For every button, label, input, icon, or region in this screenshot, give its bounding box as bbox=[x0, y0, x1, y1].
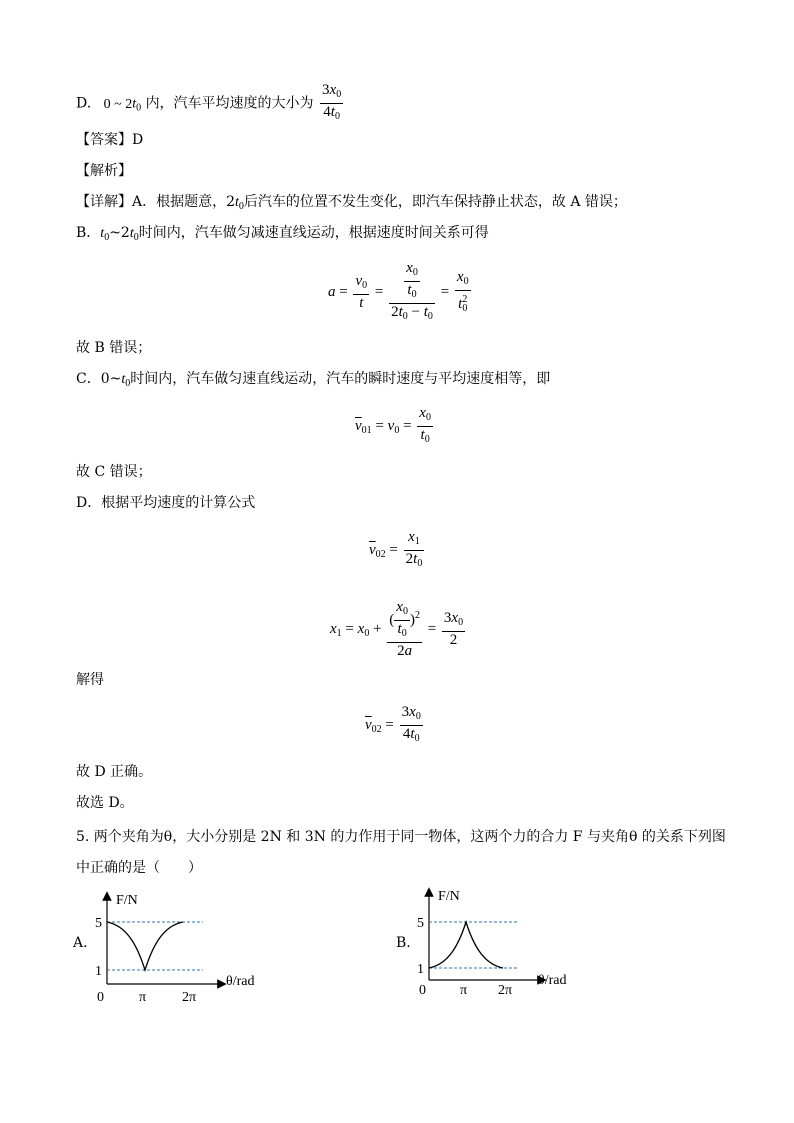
equation-x1: $x_1 = x_0$ + ( $\frac{x_0}{t_0}$ )$^2$ 2a = $\frac{3x_0}{2}$ bbox=[330, 599, 464, 660]
option-d-line: D. 0 ~ $2t_0$ 内，汽车平均速度的大小为 $\frac{3x_0}{4t_0}$ bbox=[76, 82, 345, 122]
detail-c-part1: C．0~ bbox=[76, 371, 122, 387]
question-5-line1: 5. 两个夹角为θ，大小分别是 2N 和 3N 的力作用于同一物体，这两个力的合力 F 与夹角θ 的关系下列图 bbox=[76, 829, 726, 845]
option-d-range: 0 ~ 2 bbox=[103, 96, 133, 112]
detail-b: B．$t_0\sim 2t_0$时间内，汽车做匀减速直线运动，根据速度时间关系可得 bbox=[76, 225, 489, 243]
equation-v02-result: $\overline{v}_{02}$ = $\frac{3x_0}{4t_0}$ bbox=[365, 704, 421, 744]
equation-v02: $\overline{v}_{02}$ = $\frac{x_1}{2t_0}$ bbox=[369, 529, 423, 569]
graph-b-x-end: 2π bbox=[498, 983, 513, 998]
graph-b-ylabel: F/N bbox=[438, 889, 460, 904]
detail-c-part2: 时间内，汽车做匀速直线运动，汽车的瞬时速度与平均速度相等，即 bbox=[130, 371, 551, 387]
graph-b-y-top: 5 bbox=[417, 916, 424, 931]
detail-b-conclusion: 故 B 错误； bbox=[76, 340, 152, 356]
detail-c-conclusion: 故 C 错误； bbox=[76, 464, 152, 480]
detail-b-part2: ~2 bbox=[109, 225, 130, 241]
choose-answer: 故选 D。 bbox=[76, 795, 134, 811]
graph-b-xlabel: θ/rad bbox=[538, 973, 567, 988]
detail-b-part1: B． bbox=[76, 225, 101, 241]
graph-a-curve bbox=[107, 922, 183, 970]
detail-c: C．$0\sim t_0$时间内，汽车做匀速直线运动，汽车的瞬时速度与平均速度相等，即 bbox=[76, 371, 551, 389]
graph-b-origin: 0 bbox=[419, 983, 426, 998]
graph-b-curve bbox=[429, 922, 503, 968]
graph-b-y-bottom: 1 bbox=[417, 962, 424, 977]
equation-v01: $\overline{v}_{01} = v_0$ = $\frac{x_0}{t_0}$ bbox=[355, 405, 431, 445]
graph-a-xlabel: θ/rad bbox=[226, 974, 255, 989]
option-d-fraction: $\frac{3x_0}{4t_0}$ bbox=[322, 82, 342, 122]
graph-a-x-mid: π bbox=[139, 990, 147, 1005]
graph-a-y-bottom: 1 bbox=[95, 964, 102, 979]
option-d-text: 内，汽车平均速度的大小为 bbox=[145, 95, 314, 112]
graph-a-origin: 0 bbox=[97, 990, 104, 1005]
solve-label: 解得 bbox=[76, 672, 104, 688]
question-5-line2: 中正确的是（ ） bbox=[76, 860, 202, 876]
graph-a-ylabel: F/N bbox=[116, 893, 138, 908]
answer-label: 【答案】D bbox=[76, 132, 144, 148]
graph-b bbox=[414, 884, 594, 1004]
detail-d-intro: D．根据平均速度的计算公式 bbox=[76, 495, 256, 511]
detail-a: 【详解】A．根据题意，$2t_0$后汽车的位置不发生变化，即汽车保持静止状态，故 A 错误； bbox=[76, 194, 627, 212]
detail-a-part2: 后汽车的位置不发生变化，即汽车保持静止状态，故 A 错误； bbox=[243, 194, 627, 210]
graph-a-y-top: 5 bbox=[95, 916, 102, 931]
option-d-prefix: D. bbox=[76, 95, 92, 112]
analysis-label: 【解析】 bbox=[76, 163, 132, 179]
graph-b-x-mid: π bbox=[460, 983, 468, 998]
graph-a-x-end: 2π bbox=[182, 990, 197, 1005]
graph-a-option-label: A. bbox=[73, 935, 88, 951]
detail-b-part3: 时间内，汽车做匀减速直线运动，根据速度时间关系可得 bbox=[138, 225, 489, 241]
graph-a bbox=[90, 888, 270, 1008]
detail-d-conclusion: 故 D 正确。 bbox=[76, 764, 153, 780]
graph-b-option-label: B. bbox=[396, 935, 411, 951]
equation-acceleration: a = $\frac{v_0}{t}$ = $\frac{\frac{x_0}{t_0}}{2t_0 - t_0}$ = $\frac{x_0}{t_0^2}$ bbox=[328, 260, 469, 323]
detail-a-part1: 【详解】A．根据题意，2 bbox=[76, 194, 236, 210]
